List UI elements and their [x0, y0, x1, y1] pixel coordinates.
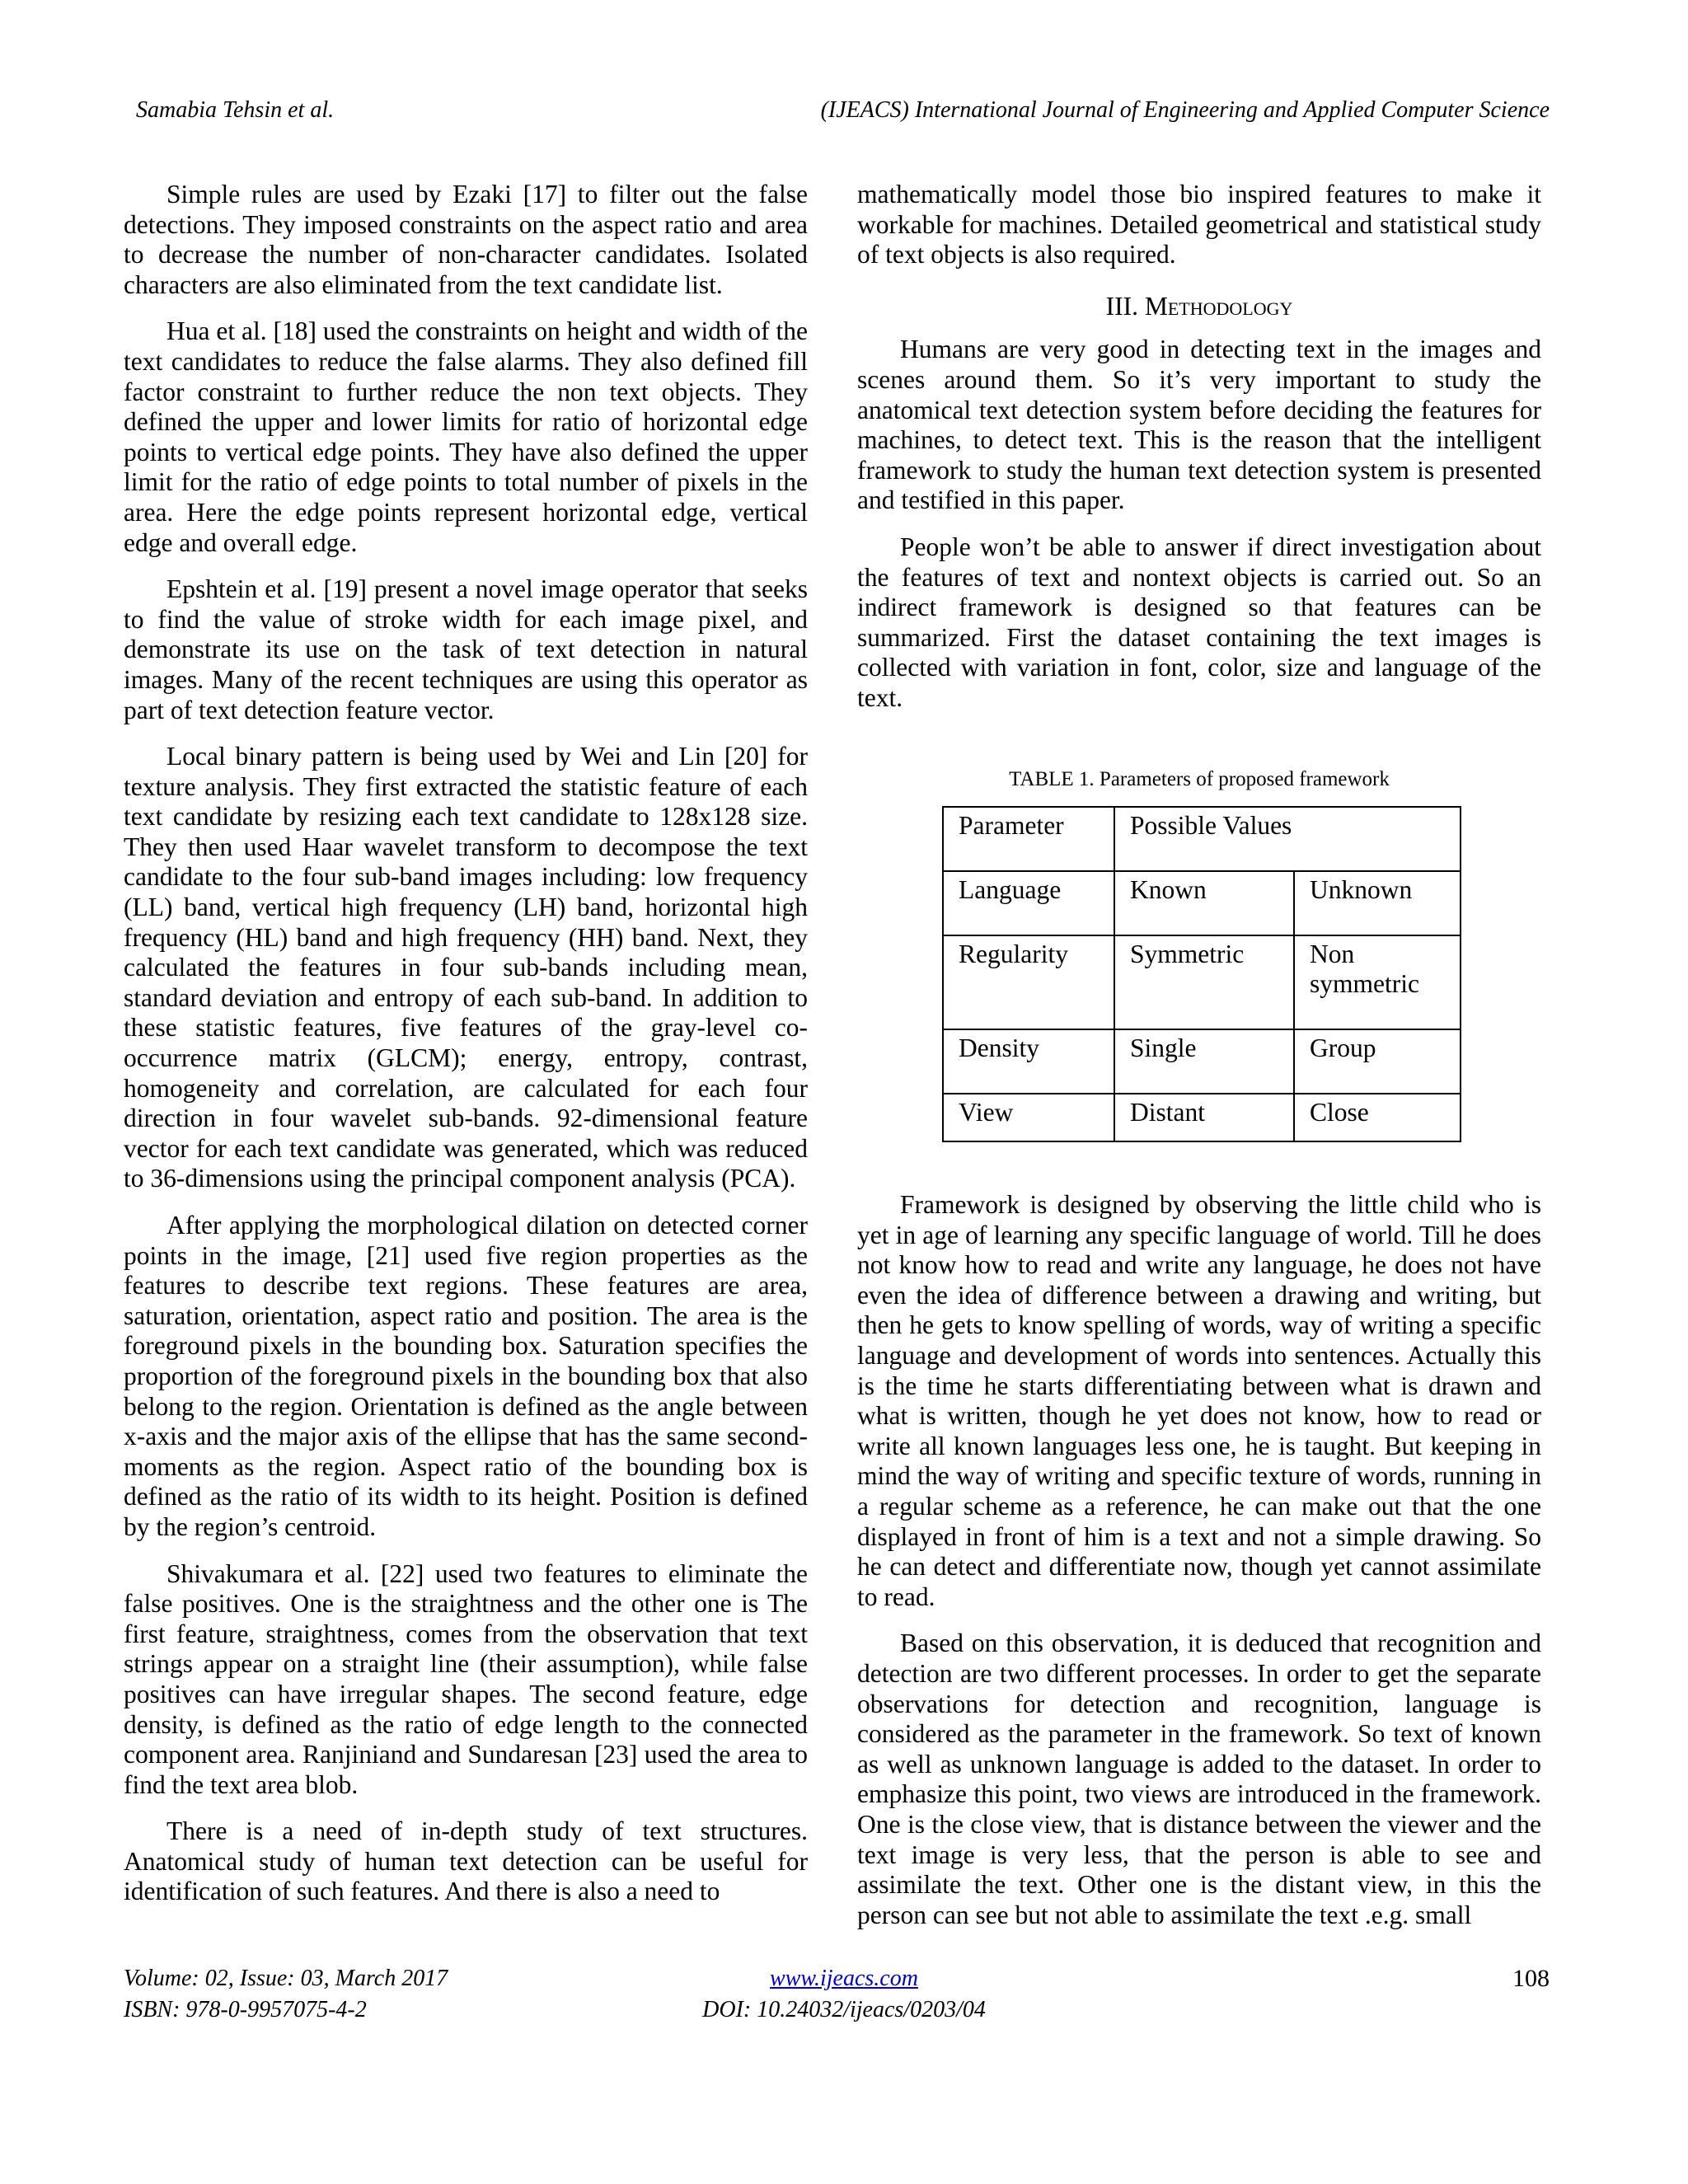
paragraph-hua: Hua et al. [18] used the constraints on height and width of the text candidates to reduce the false alarms. They also defined fill factor constraint to further reduce the non text objects. They defined the upper and lower limits for ratio of horizontal edge points to vertical edge points. They have also defined the upper limit for the ratio of edge points to total number of pixels in the area. Here the edge points represent horizontal edge, vertical edge and overall edge. [124, 316, 808, 557]
table-cell: View [943, 1094, 1114, 1141]
table-cell: Close [1294, 1094, 1461, 1141]
left-column [124, 180, 808, 1924]
footer-center [0, 1963, 1688, 2026]
footer-url-link[interactable]: www.ijeacs.com [770, 1966, 918, 1991]
table-cell: Non symmetric [1294, 935, 1461, 1029]
footer-doi: DOI: 10.24032/ijeacs/0203/04 [702, 1997, 986, 2022]
table-cell: Distant [1114, 1094, 1294, 1141]
section-heading [857, 292, 1541, 322]
paragraph-observation: Based on this observation, it is deduced that recognition and detection are two different processes. In order to get the separate observations for detection and recognition, language is considered as the parameter in the framework. So text of known as well as unknown language is added to the dataset. In order to emphasize this point, two views are introduced in the framework. One is the close view, that is distance between the viewer and the text image is very less, that the person is able to see and assimilate the text. Other one is the distant view, in this the person can see but not able to assimilate the text .e.g. small [857, 1629, 1541, 1929]
table-row [943, 935, 1461, 1029]
table-row [943, 1029, 1461, 1094]
footer-isbn: ISBN: 978-0-9957075-4-2 [124, 1997, 367, 2022]
table-row [943, 1094, 1461, 1141]
paragraph-epshtein: Epshtein et al. [19] present a novel image operator that seeks to find the value of stroke width for each image pixel, and demonstrate its use on the task of text detection in natural images. Many of the recent techniques are using this operator as part of text detection feature vector. [124, 574, 808, 724]
section-number: III. [1105, 291, 1145, 321]
paragraph-need: There is a need of in-depth study of text structures. Anatomical study of human text detection can be useful for identification of such features. And there is also a need to [124, 1816, 808, 1906]
paragraph-morphological: After applying the morphological dilation on detected corner points in the image, [21] used five region properties as the features to describe text regions. These features are area, saturation, orientation, aspect ratio and position. The area is the foreground pixels in the bounding box. Saturation specifies the proportion of the foreground pixels in the bounding box that also belong to the region. Orientation is defined as the angle between x-axis and the major axis of the ellipse that has the same second-moments as the region. Aspect ratio of the bounding box is defined as the ratio of its width to its height. Position is defined by the region’s centroid. [124, 1211, 808, 1541]
table-cell: Group [1294, 1029, 1461, 1094]
paragraph-ezaki: Simple rules are used by Ezaki [17] to filter out the false detections. They imposed constraints on the aspect ratio and area to decrease the number of non-character candidates. Isolated characters are also eliminated from the text candidate list. [124, 180, 808, 299]
running-header-authors: Samabia Tehsin et al. [136, 97, 335, 123]
table-cell: Regularity [943, 935, 1114, 1029]
table-header-row [943, 807, 1461, 871]
paragraph-humans: Humans are very good in detecting text in the images and scenes around them. So it’s very important to study the anatomical text detection system before deciding the features for machines, to detect text. This is the reason that the intelligent framework to study the human text detection system is presented and testified in this paper. [857, 335, 1541, 515]
paragraph-framework: Framework is designed by observing the little child who is yet in age of learning any specific language of world. Till he does not know how to read and write any language, he does not have even the idea of difference between a drawing and writing, but then he gets to know spelling of words, way of writing a specific language and development of words into sentences. Actually this is the time he starts differentiating between what is drawn and what is written, though he yet does not know, how to read or write all known languages less one, he is taught. But keeping in mind the way of writing and specific texture of words, running in a regular scheme as a reference, he can make out that the one displayed in front of him is a text and not a simple drawing. So he can detect and differentiate now, though yet cannot assimilate to read. [857, 1190, 1541, 1611]
table-spacer [857, 1142, 1541, 1190]
running-header-journal: (IJEACS) International Journal of Engineering and Applied Computer Science [820, 97, 1550, 123]
right-column [857, 180, 1541, 1947]
table-cell: Language [943, 871, 1114, 935]
table-header-cell: Possible Values [1114, 807, 1461, 871]
page-number: 108 [1512, 1965, 1550, 1992]
paragraph-shivakumara: Shivakumara et al. [22] used two features to eliminate the false positives. One is the straightness and the other one is The first feature, straightness, comes from the observation that text strings appear on a straight line (their assumption), while false positives can have irregular shapes. The second feature, edge density, is defined as the ratio of edge length to the connected component area. Ranjiniand and Sundaresan [23] used the area to find the text area blob. [124, 1558, 808, 1799]
table-cell: Known [1114, 871, 1294, 935]
table-caption: TABLE 1. Parameters of proposed framework [1009, 767, 1390, 790]
table-cell: Density [943, 1029, 1114, 1094]
table-cell: Single [1114, 1029, 1294, 1094]
footer-volume: Volume: 02, Issue: 03, March 2017 [124, 1966, 448, 1991]
table-cell: Symmetric [1114, 935, 1294, 1029]
table-header-cell: Parameter [943, 807, 1114, 871]
section-title: Methodology [1144, 291, 1293, 321]
paragraph-people: People won’t be able to answer if direct investigation about the features of text and nontext objects is carried out. So an indirect framework is designed so that features can be summarized. First the dataset containing the text images is collected with variation in font, color, size and language of the text. [857, 532, 1541, 712]
paragraph-lbp: Local binary pattern is being used by Wei and Lin [20] for texture analysis. They first extracted the statistic feature of each text candidate by resizing each text candidate to 128x128 size. They then used Haar wavelet transform to decompose the text candidate to the four sub-band images including: low frequency (LL) band, vertical high frequency (LH) band, horizontal high frequency (HL) band and high frequency (HH) band. Next, they calculated the features in four sub-bands including mean, standard deviation and entropy of each sub-band. In addition to these statistic features, five features of the gray-level co-occurrence matrix (GLCM); energy, entropy, contrast, homogeneity and correlation, are calculated for each four direction in four wavelet sub-bands. 92-dimensional feature vector for each text candidate was generated, which was reduced to 36-dimensions using the principal component analysis (PCA). [124, 742, 808, 1193]
parameters-table [942, 806, 1461, 1142]
table-row [943, 871, 1461, 935]
table-cell: Unknown [1294, 871, 1461, 935]
paragraph-continuation: mathematically model those bio inspired features to make it workable for machines. Detailed geometrical and statistical study of text objects is also required. [857, 180, 1541, 269]
